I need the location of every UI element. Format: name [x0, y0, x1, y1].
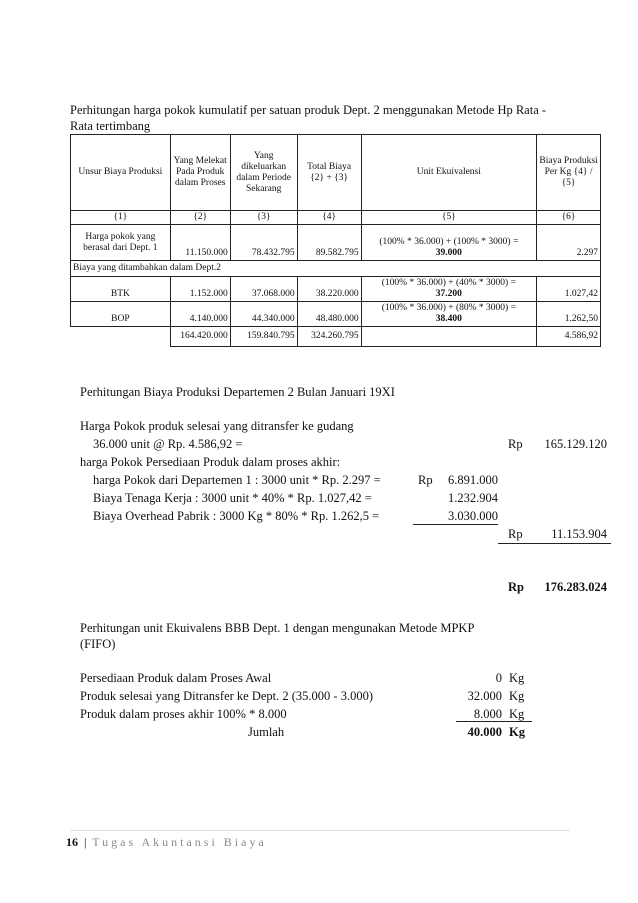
- page-footer: [66, 835, 267, 850]
- line-unit-calc: 36.000 unit @ Rp. 4.586,92 =: [93, 437, 243, 451]
- currency-label: Rp: [508, 527, 523, 541]
- page-number: 16: [66, 835, 78, 849]
- row-label: Harga pokok yang berasal dari Dept. 1: [71, 225, 171, 261]
- footer-separator: |: [84, 835, 87, 849]
- section1-title-line2: Rata tertimbang: [70, 119, 151, 133]
- value-total-biaya: 176.283.024: [544, 580, 607, 594]
- total-per-kg: 4.586,92: [537, 327, 601, 347]
- unit-row-value: 32.000: [467, 689, 502, 703]
- cell-melekat: 1.152.000: [170, 277, 230, 302]
- cost-table: [70, 134, 601, 347]
- header-unsur-biaya: Unsur Biaya Produksi: [71, 135, 171, 211]
- index-cell: {6}: [537, 211, 601, 225]
- table-total-row: [71, 327, 601, 347]
- cell-ekuivalensi: [361, 225, 536, 261]
- section1-title: [70, 102, 590, 134]
- index-cell: {1}: [71, 211, 171, 225]
- index-cell: {5}: [361, 211, 536, 225]
- unit-row-label: Persediaan Produk dalam Proses Awal: [80, 671, 272, 685]
- footer-divider: [70, 830, 570, 831]
- currency-label: Rp: [508, 437, 523, 451]
- table-row-btk: [71, 277, 601, 302]
- cell-melekat: 11.150.000: [170, 225, 230, 261]
- cell-total: 38.220.000: [297, 277, 361, 302]
- formula-text: (100% * 36.000) + (80% * 3000) =: [381, 303, 516, 313]
- total-melekat: 164.420.000: [170, 327, 230, 347]
- empty-cell: [71, 327, 171, 347]
- line-persediaan-akhir: harga Pokok Persediaan Produk dalam proses akhir:: [80, 455, 341, 469]
- table-row-dept1: [71, 225, 601, 261]
- cell-total: 48.480.000: [297, 302, 361, 327]
- formula-result: 37.200: [435, 289, 462, 299]
- value-bop: 3.030.000: [413, 508, 498, 525]
- currency-label: Rp: [418, 473, 433, 487]
- line-bop: Biaya Overhead Pabrik : 3000 Kg * 80% * Rp. 1.262,5 =: [93, 509, 380, 523]
- cell-per-kg: 1.262,50: [537, 302, 601, 327]
- table-index-row: [71, 211, 601, 225]
- formula-text: (100% * 36.000) + (100% * 3000) =: [379, 237, 519, 247]
- sum-underline: [456, 721, 532, 722]
- section3-title: [80, 620, 580, 652]
- cell-ekuivalensi: [361, 302, 536, 327]
- unit-row-unit: Kg: [509, 671, 525, 685]
- footer-text: Tugas Akuntansi Biaya: [92, 835, 267, 849]
- section3-title-line1: Perhitungan unit Ekuivalens BBB Dept. 1 dengan mengunakan Metode MPKP: [80, 621, 475, 635]
- formula-text: (100% * 36.000) + (40% * 3000) =: [381, 278, 516, 288]
- subtotal-underline: [498, 543, 611, 544]
- unit-row-label: Produk selesai yang Ditransfer ke Dept. 2 (35.000 - 3.000): [80, 689, 373, 703]
- row-label: BTK: [71, 277, 171, 302]
- formula-result: 38.400: [435, 314, 462, 324]
- total-unit: Kg: [509, 725, 525, 739]
- header-dikeluarkan: Yang dikeluarkan dalam Periode Sekarang: [230, 135, 297, 211]
- cell-dikeluarkan: 37.068.000: [230, 277, 297, 302]
- cell-per-kg: 2.297: [537, 225, 601, 261]
- index-cell: {4}: [297, 211, 361, 225]
- cell-ekuivalensi: [361, 277, 536, 302]
- cell-dikeluarkan: 78.432.795: [230, 225, 297, 261]
- table-section-row: [71, 261, 601, 277]
- table-header-row: [71, 135, 601, 211]
- section3-title-line2: (FIFO): [80, 637, 116, 651]
- value-persediaan-akhir: 11.153.904: [551, 527, 607, 541]
- cell-melekat: 4.140.000: [170, 302, 230, 327]
- unit-row-value: 8.000: [473, 707, 502, 721]
- header-total-biaya: Total Biaya {2} + {3}: [297, 135, 361, 211]
- formula-result: 39.000: [435, 248, 462, 258]
- line-harga-pokok-selesai: Harga Pokok produk selesai yang ditransfer ke gudang: [80, 419, 354, 433]
- unit-row-value: 0: [495, 671, 502, 685]
- total-biaya: 324.260.795: [297, 327, 361, 347]
- unit-row-unit: Kg: [509, 707, 525, 721]
- header-biaya-per-kg: Biaya Produksi Per Kg {4} / {5}: [537, 135, 601, 211]
- empty-cell: [361, 327, 536, 347]
- index-cell: {3}: [230, 211, 297, 225]
- total-dikeluarkan: 159.840.795: [230, 327, 297, 347]
- total-label: Jumlah: [248, 725, 285, 739]
- row-label: BOP: [71, 302, 171, 327]
- index-cell: {2}: [170, 211, 230, 225]
- section1-title-line1: Perhitungan harga pokok kumulatif per satuan produk Dept. 2 menggunakan Metode Hp Rata -: [70, 103, 547, 117]
- header-melekat: Yang Melekat Pada Produk dalam Proses: [170, 135, 230, 211]
- section2-title: Perhitungan Biaya Produksi Departemen 2 Bulan Januari 19XI: [80, 385, 395, 399]
- line-btk: Biaya Tenaga Kerja : 3000 unit * 40% * Rp. 1.027,42 =: [93, 491, 372, 505]
- header-unit-ekuivalensi: Unit Ekuivalensi: [361, 135, 536, 211]
- unit-row-label: Produk dalam proses akhir 100% * 8.000: [80, 707, 287, 721]
- currency-label: Rp: [508, 580, 524, 594]
- unit-row-unit: Kg: [509, 689, 525, 703]
- value-btk: 1.232.904: [448, 491, 498, 505]
- line-hp-dept1: harga Pokok dari Departemen 1 : 3000 unit * Rp. 2.297 =: [93, 473, 381, 487]
- table-row-bop: [71, 302, 601, 327]
- cell-per-kg: 1.027,42: [537, 277, 601, 302]
- cell-total: 89.582.795: [297, 225, 361, 261]
- total-value: 40.000: [467, 725, 502, 739]
- cell-dikeluarkan: 44.340.000: [230, 302, 297, 327]
- value-hp-dept1: 6.891.000: [448, 473, 498, 487]
- value-selesai: 165.129.120: [544, 437, 607, 451]
- section-label: Biaya yang ditambahkan dalam Dept.2: [71, 261, 601, 277]
